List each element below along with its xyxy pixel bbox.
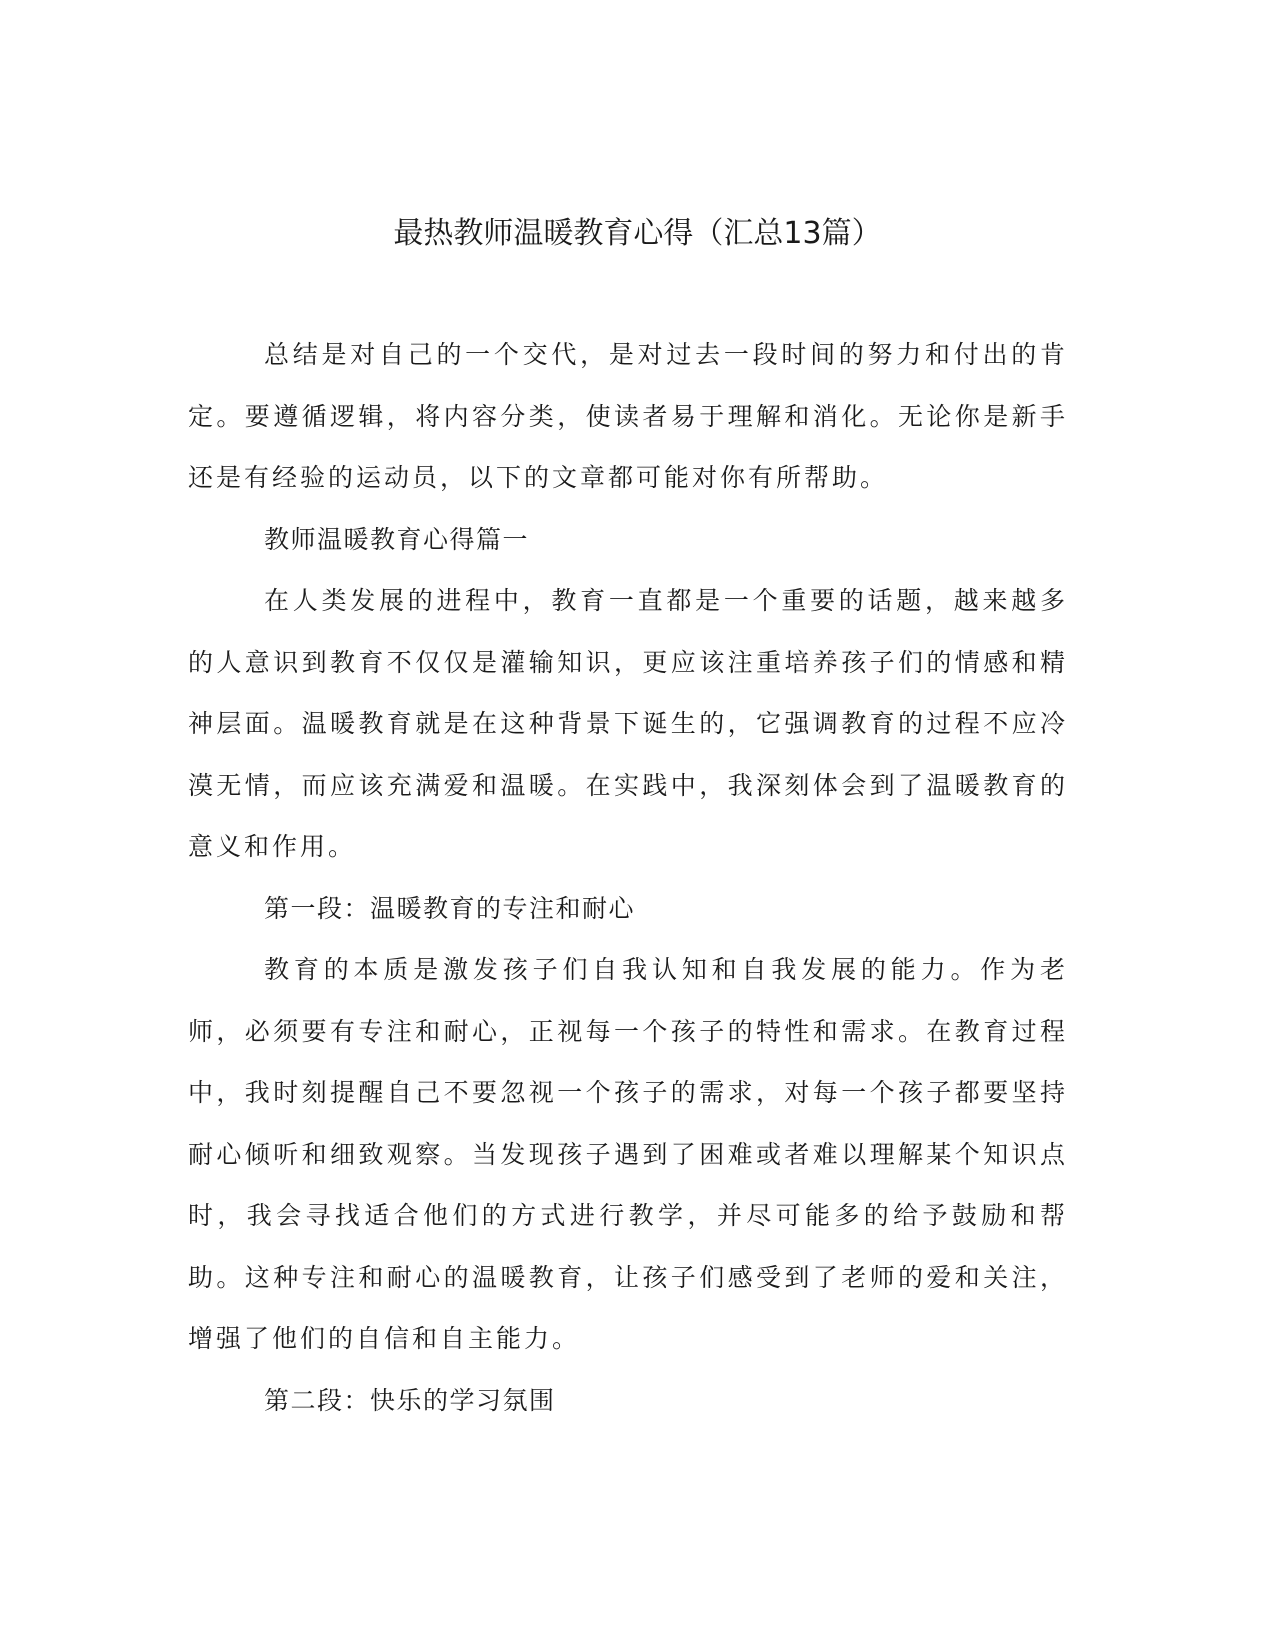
document-body [188, 324, 1068, 1431]
intro-paragraph: 总结是对自己的一个交代，是对过去一段时间的努力和付出的肯定。要遵循逻辑，将内容分类，使读者易于理解和消化。无论你是新手还是有经验的运动员，以下的文章都可能对你有所帮助。 [188, 340, 1068, 492]
body-paragraph: 教育的本质是激发孩子们自我认知和自我发展的能力。作为老师，必须要有专注和耐心，正视每一个孩子的特性和需求。在教育过程中，我时刻提醒自己不要忽视一个孩子的需求，对每一个孩子都要坚持耐心倾听和细致观察。当发现孩子遇到了困难或者难以理解某个知识点时，我会寻找适合他们的方式进行教学，并尽可能多的给予鼓励和帮助。这种专注和耐心的温暖教育，让孩子们感受到了老师的爱和关注，增强了他们的自信和自主能力。 [188, 955, 1068, 1353]
body-paragraph: 在人类发展的进程中，教育一直都是一个重要的话题，越来越多的人意识到教育不仅仅是灌输知识，更应该注重培养孩子们的情感和精神层面。温暖教育就是在这种背景下诞生的，它强调教育的过程不应冷漠无情，而应该充满爱和温暖。在实践中，我深刻体会到了温暖教育的意义和作用。 [188, 586, 1068, 861]
section-heading-stage-two: 第二段：快乐的学习氛围 [264, 1385, 556, 1415]
section-heading-stage-one: 第一段：温暖教育的专注和耐心 [264, 893, 636, 923]
document-title: 最热教师温暖教育心得（汇总13篇） [393, 216, 882, 251]
section-heading-part-one: 教师温暖教育心得篇一 [264, 524, 530, 554]
